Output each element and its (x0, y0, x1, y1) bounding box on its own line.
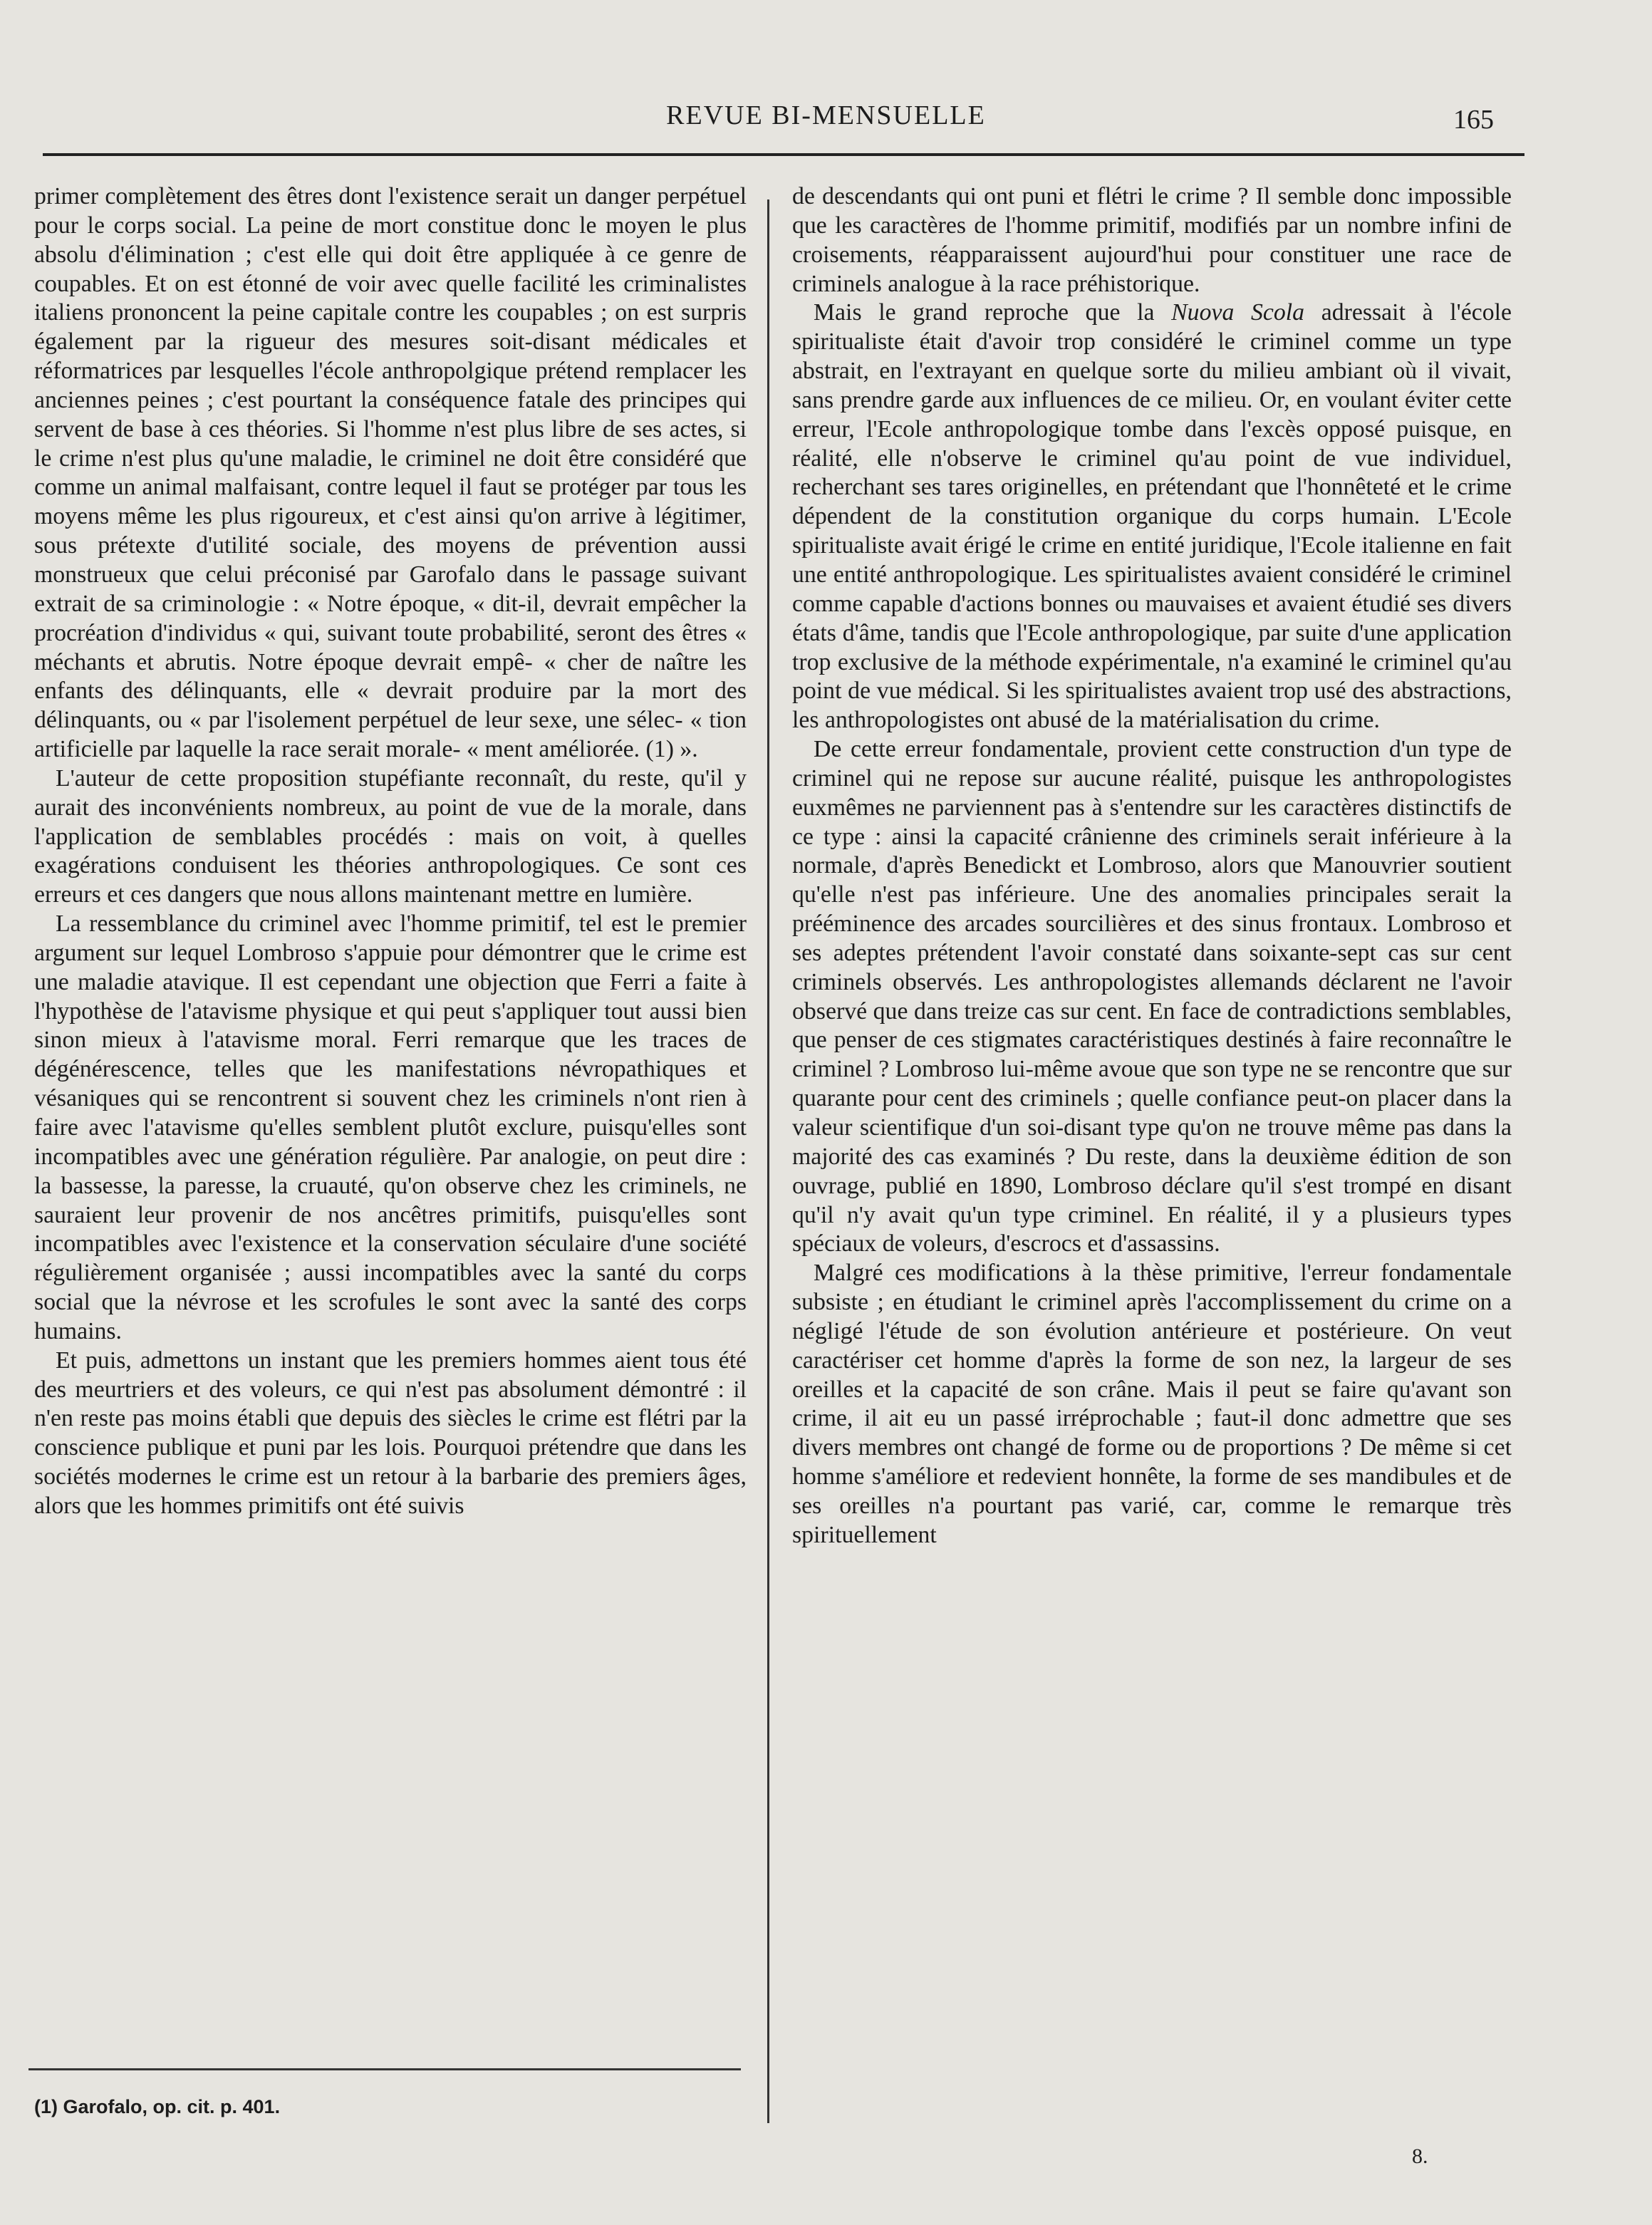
nuova-scola-italic: Nuova Scola (1171, 299, 1305, 326)
footnote: (1) Garofalo, op. cit. p. 401. (34, 2096, 281, 2117)
column-divider (767, 199, 769, 2123)
right-column (792, 182, 1512, 2127)
header-rule (43, 153, 1524, 156)
signature-mark: 8. (1412, 2144, 1428, 2168)
left-paragraph-3: La ressemblance du criminel avec l'homme primitif, tel est le premier argument sur lequel Lombroso s'appuie pour démontrer que le crime est une maladie atavique. Il est cependant une objection que Ferri a faite à l'hypothèse de l'atavisme physique et qui peut s'appliquer tout aussi bien sinon mieux à l'atavisme moral. Ferri remarque que les traces de dégénérescence, telles que les manifestations névropathiques et vésaniques qui se rencontrent si souvent chez les criminels n'ont rien à faire avec l'atavisme qu'elles semblent plutôt exclure, puisqu'elles sont incompatibles avec une génération régulière. Par analogie, on peut dire : la bassesse, la paresse, la cruauté, qu'on observe chez les criminels, ne sauraient leur provenir de nos ancêtres primitifs, puisqu'elles sont incompatibles avec l'existence et la conservation séculaire d'une société régulièrement organisée ; aussi incompatibles avec la santé du corps social que la névrose et les scrofules le sont avec la santé des corps humains. (34, 911, 747, 1344)
left-column (34, 182, 747, 2127)
right-paragraph-4: Malgré ces modifications à la thèse primitive, l'erreur fondamentale subsiste ; en étudiant le criminel après l'accomplissement du crime on a négligé l'étude de son évolution antérieure et postérieure. On veut caractériser cet homme d'après la forme de son nez, la largeur de ses oreilles et la capacité de son crâne. Mais il peut se faire qu'avant son crime, il ait eu un passé irréprochable ; faut-il donc admettre que ses divers membres ont changé de forme ou de proportions ? De même si cet homme s'améliore et redevient honnête, la forme de ses mandibules et de ses oreilles n'a pourtant pas varié, car, comme le remarque très spirituellement (792, 1260, 1512, 1548)
running-header-title: REVUE BI-MENSUELLE (666, 100, 986, 130)
right-paragraph-2 (792, 299, 1512, 735)
right-paragraph-2-start: Mais le grand reproche que la (814, 299, 1172, 326)
right-paragraph-2-rest: adressait à l'école spiritualiste était d'avoir trop considéré le criminel comme un type abstrait, en l'extrayant en quelque sorte du milieu ambiant où il vivait, sans prendre garde aux influences de ce milieu. Or, en voulant éviter cette erreur, l'Ecole anthropologique tombe dans l'excès opposé puisque, en réalité, elle n'observe le criminel qu'au point de vue individuel, recherchant ses tares originelles, en prétendant que l'honnêteté et le crime dépendent de la constitution organique du corps humain. L'Ecole spiritualiste avait érigé le crime en entité juridique, l'Ecole italienne en fait une entité anthropologique. Les spiritualistes avaient considéré le criminel comme capable d'actions bonnes ou mauvaises et avaient étudié ses divers états d'âme, tandis que l'Ecole anthropologique, par suite d'une application trop exclusive de la méthode expérimentale, n'a examiné le criminel qu'au point de vue médical. Si les spiritualistes avaient trop usé des abstractions, les anthropologistes ont abusé de la matérialisation du crime. (792, 299, 1512, 734)
right-paragraph-1: de descendants qui ont puni et flétri le crime ? Il semble donc impossible que les caractères de l'homme primitif, modifiés par un nombre infini de croisements, réapparaissent aujourd'hui pour constituer une race de criminels analogue à la race préhistorique. (792, 183, 1512, 297)
left-paragraph-1: primer complètement des êtres dont l'existence serait un danger perpétuel pour le corps social. La peine de mort constitue donc le moyen le plus absolu d'élimination ; c'est elle qui doit être appliquée à ce genre de coupables. Et on est étonné de voir avec quelle facilité les criminalistes italiens prononcent la peine capitale contre les coupables ; on est surpris également par la rigueur des mesures soit-disant médicales et réformatrices par lesquelles l'école anthropolgique prétend remplacer les anciennes peines ; c'est pourtant la conséquence fatale des principes qui servent de base à ces théories. Si l'homme n'est plus libre de ses actes, si le crime n'est plus qu'une maladie, le criminel ne doit être considéré que comme un animal malfaisant, contre lequel il faut se protéger par tous les moyens même les plus rigoureux, et c'est ainsi qu'on arrive à légitimer, sous prétexte d'utilité sociale, des moyens de prévention aussi monstrueux que celui préconisé par Garofalo dans le passage suivant extrait de sa criminologie : « Notre époque, « dit-il, devrait empêcher la procréation d'individus « qui, suivant toute probabilité, seront des êtres « méchants et abrutis. Notre époque devrait empê- « cher de naître les enfants des délinquants, elle « devrait produire par la mort des délinquants, ou « par l'isolement perpétuel de leur sexe, une sélec- « tion artificielle par laquelle la race serait morale- « ment améliorée. (1) ». (34, 183, 747, 763)
left-paragraph-4: Et puis, admettons un instant que les premiers hommes aient tous été des meurtriers et des voleurs, ce qui n'est pas absolument démontré : il n'en reste pas moins établi que depuis des siècles le crime est flétri par la conscience publique et puni par les lois. Pourquoi prétendre que dans les sociétés modernes le crime est un retour à la barbarie des premiers âges, alors que les hommes primitifs ont été suivis (34, 1347, 747, 1519)
page-number: 165 (1453, 105, 1494, 135)
footnote-rule (28, 2068, 741, 2070)
left-paragraph-2: L'auteur de cette proposition stupéfiante reconnaît, du reste, qu'il y aurait des inconvénients nombreux, au point de vue de la morale, dans l'application de semblables procédés : mais on voit, à quelles exagérations conduisent les théories anthropologiques. Ce sont ces erreurs et ces dangers que nous allons maintenant mettre en lumière. (34, 764, 747, 908)
right-paragraph-3: De cette erreur fondamentale, provient cette construction d'un type de criminel qui ne repose sur aucune réalité, puisque les anthropologistes euxmêmes ne parviennent pas à s'entendre sur les caractères distinctifs de ce type : ainsi la capacité crânienne des criminels serait inférieure à la normale, d'après Benedickt et Lombroso, alors que Manouvrier soutient qu'elle n'est pas inférieure. Une des anomalies principales serait la prééminence des arcades sourcilières et des sinus frontaux. Lombroso et ses adeptes prétendent l'avoir constaté dans soixante-sept cas sur cent criminels observés. Les anthropologistes allemands déclarent ne l'avoir observé que dans treize cas sur cent. En face de contradictions semblables, que penser de ces stigmates caractéristiques destinés à faire reconnaître le criminel ? Lombroso lui-même avoue que son type ne se rencontre que sur quarante pour cent des criminels ; quelle confiance peut-on placer dans la valeur scientifique d'un soi-disant type qu'on ne trouve même pas dans la majorité des cas examinés ? Du reste, dans la deuxième édition de son ouvrage, publié en 1890, Lombroso déclare qu'il s'est trompé en disant qu'il n'y avait qu'un type criminel. En réalité, il y a plusieurs types spéciaux de voleurs, d'escrocs et d'assassins. (792, 736, 1512, 1257)
